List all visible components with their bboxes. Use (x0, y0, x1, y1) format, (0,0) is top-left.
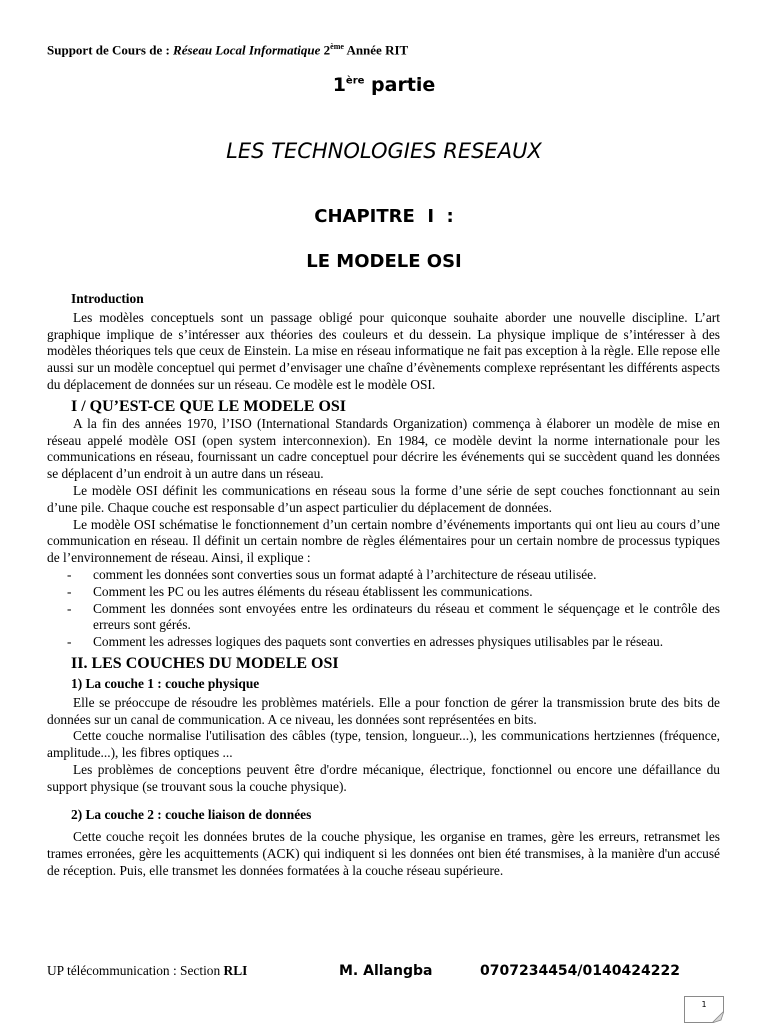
dash-bullet: - (67, 583, 72, 599)
layer1-paragraph-1: Elle se préoccupe de résoudre les problèmes matériels. Elle a pour fonction de gérer la transmission brute des bits de données sur un canal de communication. A ce niveau, les données sont représentées en bits. (47, 694, 720, 727)
intro-paragraph: Les modèles conceptuels sont un passage obligé pour quiconque souhaite aborder une nouvelle discipline. L’art graphique implique de s’intéresser aux théories des couleurs et du dessein. La physique implique de s’intéresser à des modèles théoriques tels que ceux de Einstein. La mise en réseau informatique ne fait pas exception à la règle. Elle repose elle aussi sur un modèle conceptuel qui permet d’envisager une chaîne d’évènements complexe représentant les différents aspects du déplacement de données sur un réseau. Ce modèle est le modèle OSI. (47, 309, 720, 392)
header-prefix: Support de Cours de : (47, 42, 174, 58)
header-year-sup: ème (330, 42, 344, 51)
footer-section-prefix: UP télécommunication : Section (47, 963, 224, 978)
section1-heading: I / QU’EST-CE QUE LE MODELE OSI (71, 397, 347, 415)
section2-heading: II. LES COUCHES DU MODELE OSI (71, 654, 339, 672)
list-item-text: Comment les PC ou les autres éléments du réseau établissent les communications. (93, 583, 533, 599)
layer2-heading: 2) La couche 2 : couche liaison de données (71, 806, 312, 822)
part-number: 1 (332, 74, 346, 96)
document-body (47, 291, 720, 880)
part-title (0, 74, 768, 96)
chapter-title: LE MODELE OSI (306, 251, 462, 272)
intro-heading: Introduction (71, 291, 144, 306)
footer-section (47, 963, 247, 978)
section1-paragraph-1: A la fin des années 1970, l’ISO (International Standards Organization) commença à élaborer un modèle de mise en réseau appelé modèle OSI (open system interconnexion). En 1984, ce modèle devint la norme internationale pour les communications en réseau, fournissant un cadre conceptuel pour décrire les événements qui se succèdent quand les données se déplacent d’un endroit à un autre dans un réseau. (47, 415, 720, 482)
list-item (47, 634, 720, 651)
layer1-paragraph-3: Les problèmes de conceptions peuvent être d'ordre mécanique, électrique, fonctionnel ou encore une défaillance du support physique (se trouvant sous la couche physique). (47, 761, 720, 794)
header-year-rest: Année RIT (343, 42, 409, 58)
part-sup: ère (345, 75, 365, 87)
section1-bullet-list (47, 567, 720, 651)
part-label: partie (364, 74, 436, 96)
section1-paragraph-3: Le modèle OSI schématise le fonctionnement d’un certain nombre d’événements importants qui ont lieu au cours d’une communication en réseau. Il définit un certain nombre de règles élémentaires pour un certain nombre de processus typiques de l’environnement de réseau. Ainsi, il explique : (47, 516, 720, 566)
header-course: Réseau Local Informatique (173, 42, 321, 58)
page-number-box (684, 996, 724, 1023)
page-number: 1 (701, 1000, 707, 1009)
chapter-number: CHAPITRE I : (314, 206, 454, 227)
list-item-text: comment les données sont converties sous un format adapté à l’architecture de réseau utilisée. (93, 566, 597, 582)
page-header (47, 42, 408, 58)
page-footer (47, 963, 737, 979)
header-year-num: 2 (320, 42, 331, 58)
dash-bullet: - (67, 566, 72, 582)
document-title: LES TECHNOLOGIES RESEAUX (226, 139, 542, 163)
layer2-paragraph-1: Cette couche reçoit les données brutes de la couche physique, les organise en trames, gère les erreurs, retransmet les trames erronées, gère les acquittements (ACK) qui indiquent si les données ont bien été transmises, à la manière d'un accusé de réception. Puis, elle transmet les données formatées à la couche réseau supérieure. (47, 829, 720, 878)
list-item (47, 567, 720, 584)
dash-bullet: - (67, 634, 72, 650)
section1-paragraph-2: Le modèle OSI définit les communications en réseau sous la forme d’une série de sept couches fonctionnant au sein d’une pile. Chaque couche est responsable d’un aspect particulier du déplacement de données. (47, 482, 720, 515)
page-curl-icon (712, 1011, 724, 1023)
dash-bullet: - (67, 600, 72, 616)
footer-author: M. Allangba (339, 963, 433, 979)
list-item (47, 584, 720, 601)
list-item-text: Comment les données sont envoyées entre les ordinateurs du réseau et comment le séquençage et le contrôle des erreurs sont gérés. (93, 600, 720, 633)
layer1-heading: 1) La couche 1 : couche physique (71, 675, 260, 691)
footer-section-code: RLI (223, 963, 248, 978)
layer1-paragraph-2: Cette couche normalise l'utilisation des câbles (type, tension, longueur...), les communications hertziennes (fréquence, amplitude...), les fibres optiques ... (47, 728, 720, 761)
list-item (47, 601, 720, 635)
footer-phone: 0707234454/0140424222 (480, 963, 680, 979)
list-item-text: Comment les adresses logiques des paquets sont converties en adresses physiques utilisables par le réseau. (93, 634, 664, 650)
